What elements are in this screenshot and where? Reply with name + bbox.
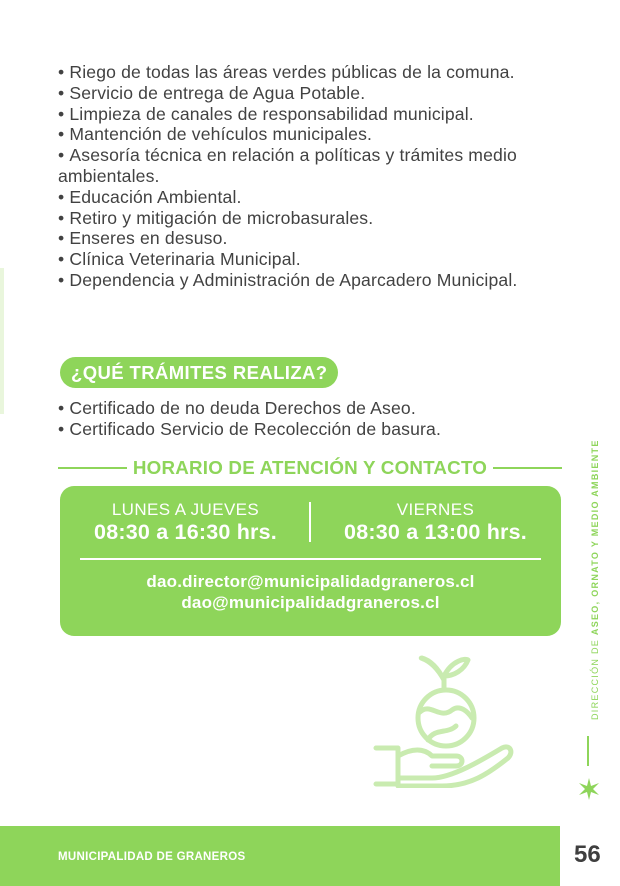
left-edge-strip [0, 268, 4, 414]
column-divider [309, 502, 311, 542]
horario-heading-text: HORARIO DE ATENCIÓN Y CONTACTO [132, 457, 488, 478]
star-icon [578, 778, 600, 800]
tramites-list [58, 398, 568, 440]
heading-rule-left [58, 467, 127, 469]
department-prefix: DIRECCIÓN DE [590, 635, 600, 720]
footer-organization: MUNICIPALIDAD DE GRANEROS [58, 851, 246, 863]
weekdays-hours: 08:30 a 16:30 hrs. [94, 520, 277, 544]
friday-hours: 08:30 a 13:00 hrs. [344, 520, 527, 544]
page-number: 56 [574, 841, 601, 868]
list-item: • Clínica Veterinaria Municipal. [58, 249, 568, 270]
friday-label: VIERNES [396, 500, 475, 519]
services-list [58, 62, 568, 291]
email-link-general[interactable]: dao@municipalidadgraneros.cl [181, 592, 440, 612]
vertical-rule [587, 736, 589, 766]
department-name: ASEO, ORNATO Y MEDIO AMBIENTE [590, 439, 600, 636]
department-vertical-label [590, 439, 600, 720]
tramites-heading: ¿QUÉ TRÁMITES REALIZA? [60, 357, 338, 388]
list-item: • Riego de todas las áreas verdes públicas de la comuna. [58, 62, 568, 83]
contact-emails [60, 572, 561, 613]
list-item: • Servicio de entrega de Agua Potable. [58, 83, 568, 104]
list-item: • Limpieza de canales de responsabilidad municipal. [58, 104, 568, 125]
footer-bar [0, 826, 560, 886]
list-item: • Dependencia y Administración de Aparcadero Municipal. [58, 270, 568, 291]
list-item: • Certificado Servicio de Recolección de basura. [58, 419, 568, 440]
contact-card [60, 486, 561, 636]
horario-heading [58, 455, 562, 481]
friday-schedule [318, 500, 553, 544]
hand-holding-plant-globe-icon [372, 652, 516, 788]
list-item: • Retiro y mitigación de microbasurales. [58, 208, 568, 229]
weekdays-schedule [68, 500, 303, 544]
list-item: • Enseres en desuso. [58, 228, 568, 249]
heading-rule-right [493, 467, 562, 469]
list-item: • Certificado de no deuda Derechos de Aseo. [58, 398, 568, 419]
weekdays-label: LUNES A JUEVES [111, 500, 260, 519]
list-item: • Educación Ambiental. [58, 187, 568, 208]
list-item: • Asesoría técnica en relación a políticas y trámites medio ambientales. [58, 145, 568, 187]
email-link-director[interactable]: dao.director@municipalidadgraneros.cl [146, 572, 475, 591]
list-item: • Mantención de vehículos municipales. [58, 124, 568, 145]
card-divider [80, 558, 541, 560]
